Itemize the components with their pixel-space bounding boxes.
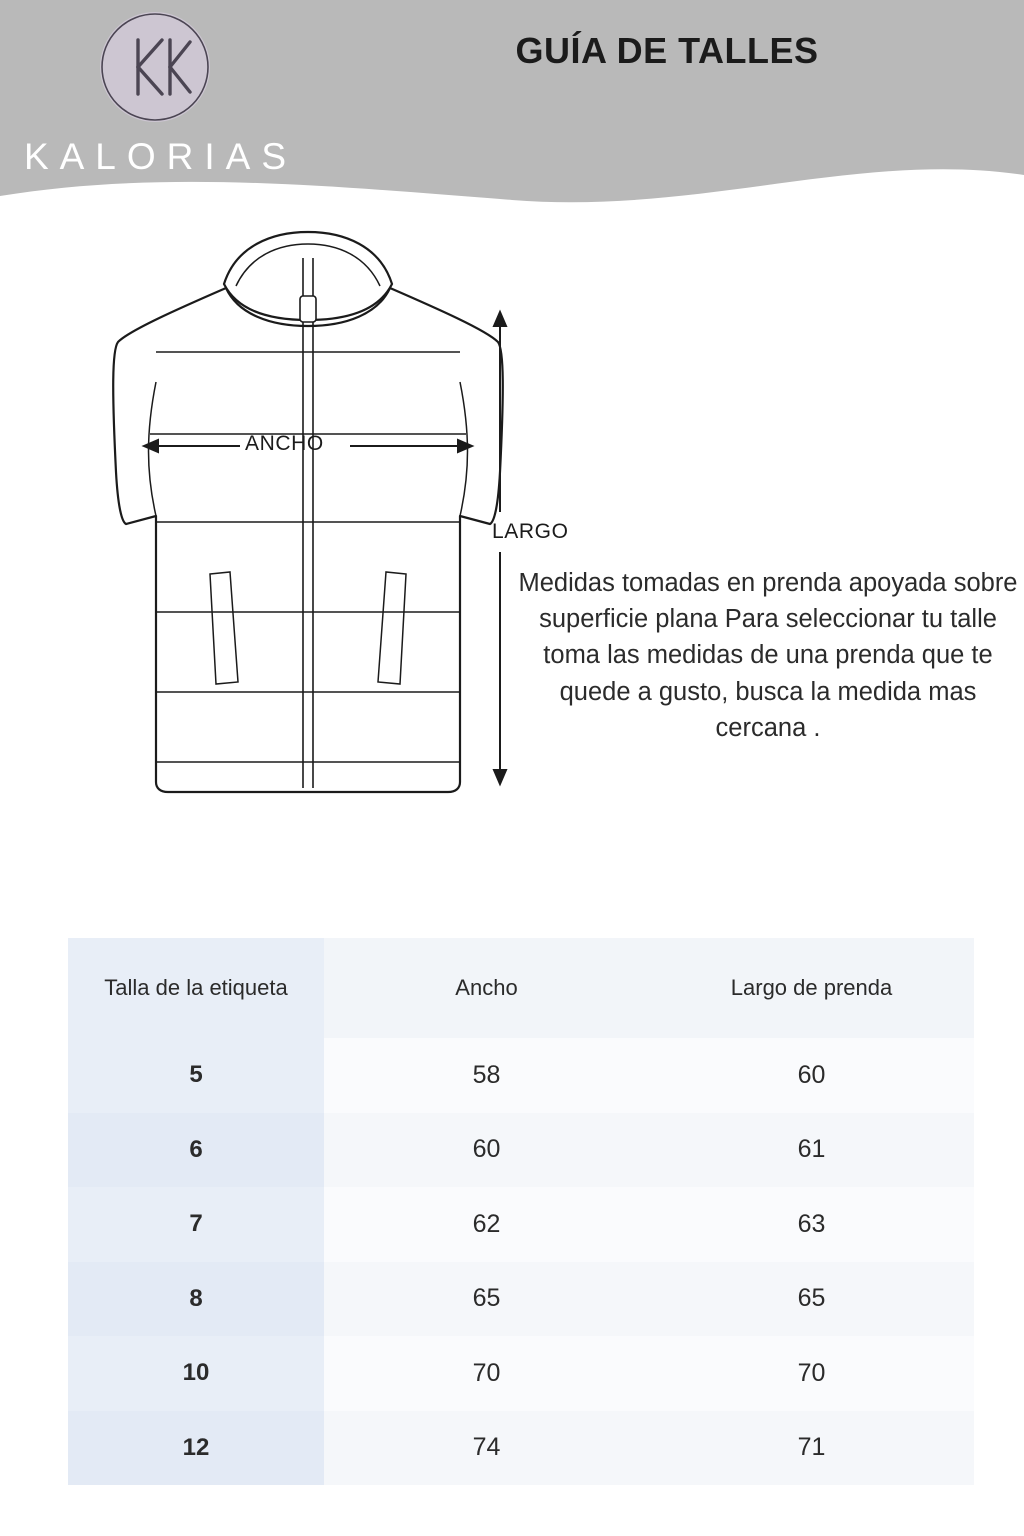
size-table-wrapper [68,938,974,1485]
cell-ancho: 74 [324,1411,649,1486]
cell-largo: 60 [649,1038,974,1113]
header-ancho: Ancho [324,938,649,1038]
brand-block [0,0,310,205]
size-table-head [68,938,974,1038]
label-ancho: ANCHO [245,432,324,455]
cell-ancho: 70 [324,1336,649,1411]
size-table-body [68,1038,974,1485]
header [0,0,1024,215]
table-row [68,1336,974,1411]
cell-size: 10 [68,1336,324,1411]
label-largo: LARGO [492,520,569,543]
cell-size: 12 [68,1411,324,1486]
cell-ancho: 62 [324,1187,649,1262]
cell-largo: 71 [649,1411,974,1486]
table-row [68,1038,974,1113]
cell-largo: 63 [649,1187,974,1262]
table-row [68,1113,974,1188]
header-size-label: Talla de la etiqueta [68,938,324,1038]
measurement-note: Medidas tomadas en prenda apoyada sobre superficie plana Para seleccionar tu talle toma las medidas de una prenda que te quede a gusto, busca la medida mas cercana . [518,569,1018,742]
table-row [68,1262,974,1337]
table-row [68,1411,974,1486]
kk-monogram-icon [100,12,210,122]
cell-size: 6 [68,1113,324,1188]
header-largo: Largo de prenda [649,938,974,1038]
brand-logo-icon [100,12,210,122]
size-table [68,938,974,1485]
cell-ancho: 65 [324,1262,649,1337]
brand-subtitle: PLUS SIZE [112,183,200,198]
cell-largo: 65 [649,1262,974,1337]
table-row [68,1187,974,1262]
cell-size: 8 [68,1262,324,1337]
brand-name: KALORIAS [23,136,298,177]
cell-size: 5 [68,1038,324,1113]
cell-largo: 70 [649,1336,974,1411]
cell-largo: 61 [649,1113,974,1188]
cell-ancho: 58 [324,1038,649,1113]
table-header-row [68,938,974,1038]
page-title: GUÍA DE TALLES [515,30,819,71]
cell-size: 7 [68,1187,324,1262]
cell-ancho: 60 [324,1113,649,1188]
